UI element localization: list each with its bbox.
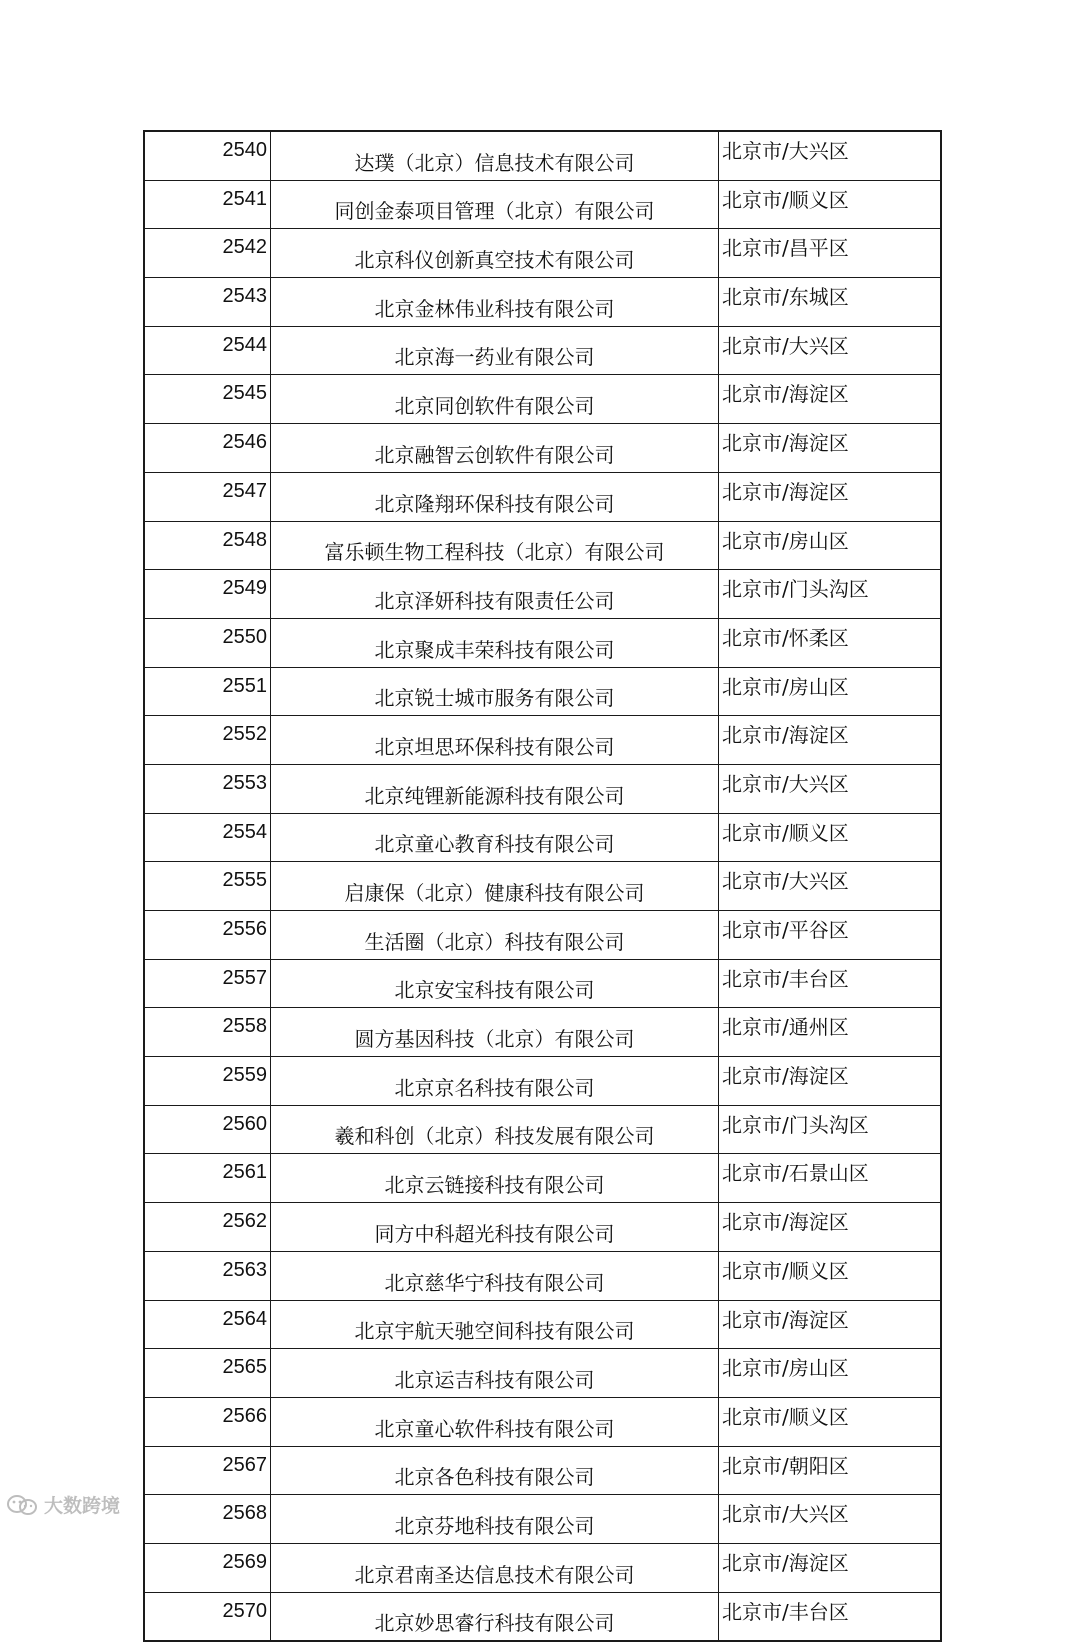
company-name-cell: 北京慈华宁科技有限公司 bbox=[271, 1251, 719, 1300]
company-name-cell: 北京童心教育科技有限公司 bbox=[271, 813, 719, 862]
row-number-cell: 2557 bbox=[144, 959, 271, 1008]
row-number-cell: 2564 bbox=[144, 1300, 271, 1349]
row-number-cell: 2555 bbox=[144, 862, 271, 911]
row-number-cell: 2551 bbox=[144, 667, 271, 716]
region-cell: 北京市/海淀区 bbox=[719, 1057, 942, 1106]
region-cell: 北京市/海淀区 bbox=[719, 1203, 942, 1252]
region-cell: 北京市/大兴区 bbox=[719, 862, 942, 911]
company-name-cell: 北京隆翔环保科技有限公司 bbox=[271, 472, 719, 521]
region-cell: 北京市/顺义区 bbox=[719, 813, 942, 862]
company-name-cell: 达璞（北京）信息技术有限公司 bbox=[271, 131, 719, 180]
row-number-cell: 2546 bbox=[144, 424, 271, 473]
row-number-cell: 2540 bbox=[144, 131, 271, 180]
row-number-cell: 2544 bbox=[144, 326, 271, 375]
row-number-cell: 2558 bbox=[144, 1008, 271, 1057]
company-name-cell: 北京泽妍科技有限责任公司 bbox=[271, 570, 719, 619]
table-row bbox=[144, 1008, 941, 1057]
region-cell: 北京市/海淀区 bbox=[719, 424, 942, 473]
row-number-cell: 2550 bbox=[144, 618, 271, 667]
region-cell: 北京市/海淀区 bbox=[719, 375, 942, 424]
table-row bbox=[144, 229, 941, 278]
table-row bbox=[144, 1397, 941, 1446]
company-name-cell: 北京宇航天驰空间科技有限公司 bbox=[271, 1300, 719, 1349]
region-cell: 北京市/通州区 bbox=[719, 1008, 942, 1057]
row-number-cell: 2568 bbox=[144, 1495, 271, 1544]
table-row bbox=[144, 1349, 941, 1398]
company-name-cell: 生活圈（北京）科技有限公司 bbox=[271, 911, 719, 960]
region-cell: 北京市/顺义区 bbox=[719, 1251, 942, 1300]
region-cell: 北京市/怀柔区 bbox=[719, 618, 942, 667]
table-row bbox=[144, 1203, 941, 1252]
row-number-cell: 2560 bbox=[144, 1105, 271, 1154]
company-name-cell: 北京同创软件有限公司 bbox=[271, 375, 719, 424]
company-name-cell: 北京各色科技有限公司 bbox=[271, 1446, 719, 1495]
table-row bbox=[144, 862, 941, 911]
row-number-cell: 2561 bbox=[144, 1154, 271, 1203]
row-number-cell: 2543 bbox=[144, 278, 271, 327]
table-row bbox=[144, 472, 941, 521]
company-name-cell: 北京纯锂新能源科技有限公司 bbox=[271, 764, 719, 813]
region-cell: 北京市/海淀区 bbox=[719, 1543, 942, 1592]
region-cell: 北京市/海淀区 bbox=[719, 1300, 942, 1349]
table-row bbox=[144, 521, 941, 570]
row-number-cell: 2547 bbox=[144, 472, 271, 521]
company-name-cell: 富乐顿生物工程科技（北京）有限公司 bbox=[271, 521, 719, 570]
table-row bbox=[144, 1105, 941, 1154]
region-cell: 北京市/丰台区 bbox=[719, 959, 942, 1008]
company-name-cell: 北京科仪创新真空技术有限公司 bbox=[271, 229, 719, 278]
company-name-cell: 北京融智云创软件有限公司 bbox=[271, 424, 719, 473]
table-row bbox=[144, 1300, 941, 1349]
table-row bbox=[144, 278, 941, 327]
region-cell: 北京市/房山区 bbox=[719, 521, 942, 570]
region-cell: 北京市/顺义区 bbox=[719, 180, 942, 229]
company-name-cell: 同创金泰项目管理（北京）有限公司 bbox=[271, 180, 719, 229]
company-name-cell: 北京锐士城市服务有限公司 bbox=[271, 667, 719, 716]
table-row bbox=[144, 326, 941, 375]
region-cell: 北京市/石景山区 bbox=[719, 1154, 942, 1203]
region-cell: 北京市/朝阳区 bbox=[719, 1446, 942, 1495]
row-number-cell: 2565 bbox=[144, 1349, 271, 1398]
row-number-cell: 2541 bbox=[144, 180, 271, 229]
company-name-cell: 北京金林伟业科技有限公司 bbox=[271, 278, 719, 327]
row-number-cell: 2567 bbox=[144, 1446, 271, 1495]
region-cell: 北京市/顺义区 bbox=[719, 1397, 942, 1446]
company-name-cell: 北京云链接科技有限公司 bbox=[271, 1154, 719, 1203]
company-table bbox=[143, 130, 942, 1642]
region-cell: 北京市/大兴区 bbox=[719, 131, 942, 180]
watermark-text: 大数跨境 bbox=[44, 1495, 121, 1517]
table-row bbox=[144, 1251, 941, 1300]
table-row bbox=[144, 959, 941, 1008]
table-row bbox=[144, 424, 941, 473]
company-name-cell: 羲和科创（北京）科技发展有限公司 bbox=[271, 1105, 719, 1154]
row-number-cell: 2549 bbox=[144, 570, 271, 619]
region-cell: 北京市/丰台区 bbox=[719, 1592, 942, 1641]
table-row bbox=[144, 618, 941, 667]
region-cell: 北京市/房山区 bbox=[719, 1349, 942, 1398]
row-number-cell: 2569 bbox=[144, 1543, 271, 1592]
row-number-cell: 2556 bbox=[144, 911, 271, 960]
company-name-cell: 北京运吉科技有限公司 bbox=[271, 1349, 719, 1398]
table-row bbox=[144, 1592, 941, 1641]
region-cell: 北京市/门头沟区 bbox=[719, 1105, 942, 1154]
row-number-cell: 2562 bbox=[144, 1203, 271, 1252]
row-number-cell: 2566 bbox=[144, 1397, 271, 1446]
company-name-cell: 北京安宝科技有限公司 bbox=[271, 959, 719, 1008]
row-number-cell: 2548 bbox=[144, 521, 271, 570]
region-cell: 北京市/大兴区 bbox=[719, 764, 942, 813]
company-name-cell: 北京坦思环保科技有限公司 bbox=[271, 716, 719, 765]
company-name-cell: 北京妙思睿行科技有限公司 bbox=[271, 1592, 719, 1641]
table-row bbox=[144, 1057, 941, 1106]
row-number-cell: 2554 bbox=[144, 813, 271, 862]
row-number-cell: 2553 bbox=[144, 764, 271, 813]
region-cell: 北京市/东城区 bbox=[719, 278, 942, 327]
company-name-cell: 圆方基因科技（北京）有限公司 bbox=[271, 1008, 719, 1057]
company-name-cell: 北京聚成丰荣科技有限公司 bbox=[271, 618, 719, 667]
table-row bbox=[144, 1543, 941, 1592]
row-number-cell: 2552 bbox=[144, 716, 271, 765]
table-row bbox=[144, 911, 941, 960]
row-number-cell: 2542 bbox=[144, 229, 271, 278]
table-row bbox=[144, 131, 941, 180]
table-row bbox=[144, 764, 941, 813]
table-row bbox=[144, 813, 941, 862]
company-name-cell: 北京童心软件科技有限公司 bbox=[271, 1397, 719, 1446]
row-number-cell: 2570 bbox=[144, 1592, 271, 1641]
region-cell: 北京市/平谷区 bbox=[719, 911, 942, 960]
company-table-body bbox=[144, 131, 941, 1641]
row-number-cell: 2563 bbox=[144, 1251, 271, 1300]
wechat-logo-icon bbox=[6, 1494, 40, 1516]
watermark bbox=[6, 1491, 120, 1518]
region-cell: 北京市/门头沟区 bbox=[719, 570, 942, 619]
table-row bbox=[144, 1446, 941, 1495]
table-row bbox=[144, 570, 941, 619]
table-row bbox=[144, 1154, 941, 1203]
company-name-cell: 北京海一药业有限公司 bbox=[271, 326, 719, 375]
company-name-cell: 同方中科超光科技有限公司 bbox=[271, 1203, 719, 1252]
region-cell: 北京市/大兴区 bbox=[719, 1495, 942, 1544]
region-cell: 北京市/海淀区 bbox=[719, 716, 942, 765]
row-number-cell: 2559 bbox=[144, 1057, 271, 1106]
table-row bbox=[144, 667, 941, 716]
region-cell: 北京市/房山区 bbox=[719, 667, 942, 716]
table-row bbox=[144, 375, 941, 424]
company-name-cell: 北京京名科技有限公司 bbox=[271, 1057, 719, 1106]
row-number-cell: 2545 bbox=[144, 375, 271, 424]
company-name-cell: 北京君南圣达信息技术有限公司 bbox=[271, 1543, 719, 1592]
table-row bbox=[144, 1495, 941, 1544]
region-cell: 北京市/大兴区 bbox=[719, 326, 942, 375]
company-name-cell: 启康保（北京）健康科技有限公司 bbox=[271, 862, 719, 911]
table-row bbox=[144, 716, 941, 765]
region-cell: 北京市/海淀区 bbox=[719, 472, 942, 521]
company-name-cell: 北京芬地科技有限公司 bbox=[271, 1495, 719, 1544]
region-cell: 北京市/昌平区 bbox=[719, 229, 942, 278]
table-row bbox=[144, 180, 941, 229]
